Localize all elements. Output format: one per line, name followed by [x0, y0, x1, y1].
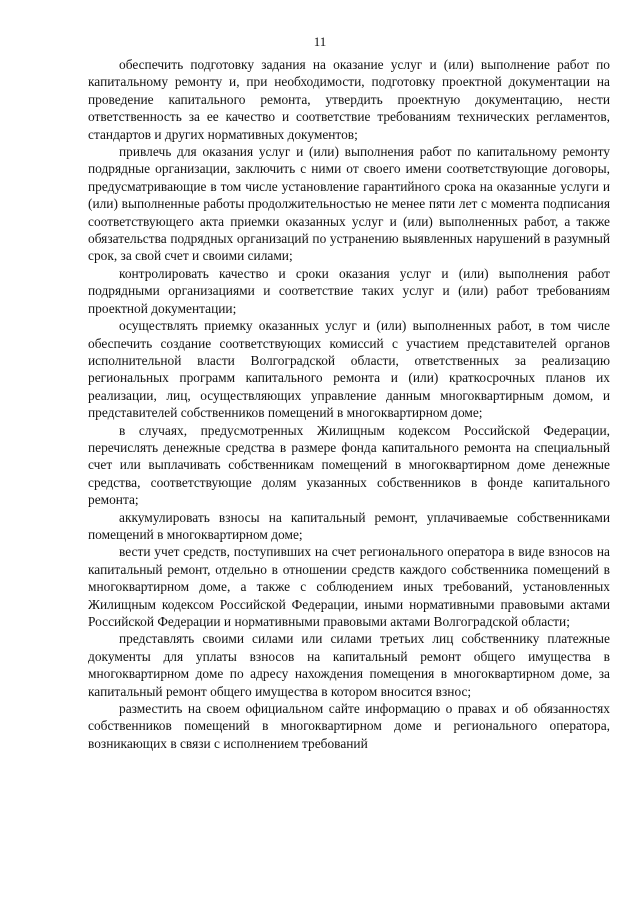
paragraph-6: аккумулировать взносы на капитальный ремонт, уплачиваемые собственниками помещений в многоквартирном доме; [88, 509, 610, 542]
page-number: 11 [313, 34, 327, 49]
paragraph-7: вести учет средств, поступивших на счет регионального оператора в виде взносов на капитальный ремонт, отдельно в отношении средств каждого собственника помещений в многоквартирном доме, а также с соблюдением иных требований, установленных Жилищным кодексом Российской Федерации, иными нормативными правовыми актами Российской Федерации и нормативными правовыми актами Волгоградской области; [88, 544, 610, 629]
paragraph-1: обеспечить подготовку задания на оказание услуг и (или) выполнение работ по капитальному ремонту и, при необходимости, подготовку проектной документации на проведение капитального ремонта, утвердить проектную документацию, нести ответственность за ее качество и соответствие требованиям технических регламентов, стандартов и других нормативных документов; [88, 57, 610, 142]
paragraph-8: представлять своими силами или силами третьих лиц собственнику платежные документы для уплаты взносов на капитальный ремонт общего имущества в многоквартирном доме по адресу нахождения помещения в многоквартирном доме, за капитальный ремонт общего имущества в котором вносится взнос; [88, 631, 610, 699]
paragraph-2: привлечь для оказания услуг и (или) выполнения работ по капитальному ремонту подрядные организации, заключить с ними от своего имени соответствующие договоры, предусматривающие в том числе установление гарантийного срока на оказанные услуги и (или) выполненные работы продолжительностью не менее пяти лет с момента подписания соответствующего акта приемки оказанных услуг и (или) выполненных работ, а также обязательства подрядных организаций по устранению выявленных нарушений в разумный срок, за свой счет и своими силами; [88, 144, 610, 264]
paragraph-3: контролировать качество и сроки оказания услуг и (или) выполнения работ подрядными организациями и соответствие таких услуг и (или) работ требованиям проектной документации; [88, 265, 610, 316]
paragraph-4: осуществлять приемку оказанных услуг и (или) выполненных работ, в том числе обеспечить создание соответствующих комиссий с участием представителей органов исполнительной власти Волгоградской области, ответственных за реализацию региональных программ капитального ремонта и (или) краткосрочных планов их реализации, лиц, осуществляющих управление данным многоквартирным домом, и представителей собственников помещений в многоквартирном доме; [88, 318, 610, 421]
paragraph-5: в случаях, предусмотренных Жилищным кодексом Российской Федерации, перечислять денежные средства в размере фонда капитального ремонта на специальный счет или выплачивать собственникам помещений в многоквартирном доме денежные средства, соответствующие долям указанных собственников в фонде капитального ремонта; [88, 422, 610, 508]
document-body [88, 56, 610, 752]
paragraph-9: разместить на своем официальном сайте информацию о правах и об обязанностях собственников помещений в многоквартирном доме и регионального оператора, возникающих в связи с исполнением требований [88, 701, 610, 751]
